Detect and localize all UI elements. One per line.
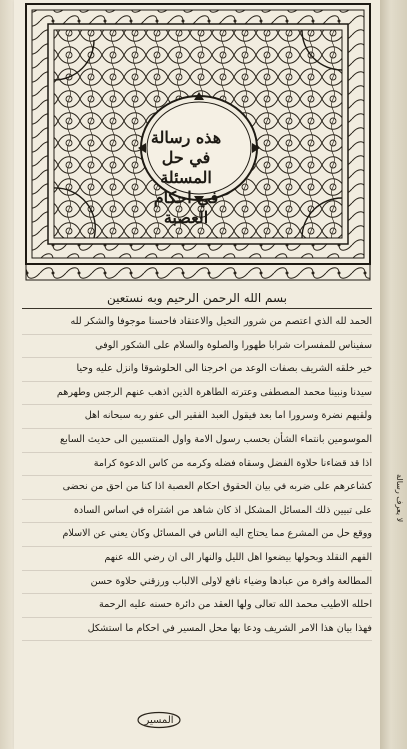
title-medallion xyxy=(138,128,234,228)
medallion-line: في حل المسئلة xyxy=(160,148,212,187)
text-line: خير خلقه الشريف بصفات الوعد من اخرجنا الى الحلوشوقا وانزل عليه وحيا xyxy=(22,358,372,382)
text-line: الموسومين بانتماء الشأن بحسب رسول الامة واول المنتسبين الى حديث السابع xyxy=(22,429,372,453)
text-line: الحمد لله الذي اعتصم من شرور التخيل والاعتقاد فاحسنا موجوفا والشكر لله xyxy=(22,311,372,335)
text-line: على تبيين ذلك المسائل المشكل اذ كان شاهد من اشتراه في اساس السادة xyxy=(22,500,372,524)
text-line: الفهم النقلد وبحولها بيضعوا اهل الليل والنهار الى ان رضي الله عنهم xyxy=(22,547,372,571)
bismillah-line: بسم الله الرحمن الرحيم وبه نستعين xyxy=(22,288,372,309)
text-line: احلله الاطيب محمد الله تعالى ولها العقد من دائرة حسنه عليه الرحمة xyxy=(22,594,372,618)
margin-note: لا يعرف رسالة xyxy=(395,474,404,523)
text-line: اذا قد قضاءنا حلاوة الفضل وسقاه فضله وكرمه من كاس الدعوة كرامة xyxy=(22,453,372,477)
binding-edge xyxy=(0,0,14,749)
text-line: سفيناس للمفسرات شرابا طهورا والصلوة والسلام على الشكور الوفي xyxy=(22,335,372,359)
text-line: سيدنا ونبينا محمد المصطفى وعترته الطاهرة الذين اذهب عنهم الرجس وطهرهم xyxy=(22,382,372,406)
text-line: ولقيهم نضرة وسرورا اما بعد فيقول العبد الفقير الى عفو ربه سبحانه اهل xyxy=(22,405,372,429)
main-text-block xyxy=(22,288,372,641)
medallion-line: هذه رسالة xyxy=(150,128,222,147)
page-stack-edge xyxy=(380,0,407,749)
text-line: المطالعة وافرة من عبادها وضياء نافع لاولى الالباب ورزقني حلاوة حسن xyxy=(22,571,372,595)
text-line: كشاعرهم على ضربه في بيان الحقوق احكام العصبة اذا كنا من احق من نحضى xyxy=(22,476,372,500)
catchword: المسير xyxy=(144,715,174,726)
medallion-line: في احكام العصبة xyxy=(153,188,219,227)
text-line: فهذا بيان هذا الامر الشريف ودعا بها محل المسير في احكام ما استشكل xyxy=(22,618,372,642)
text-line: ووقع حل من المشرع مما يحتاج اليه الناس في المسائل وكان يعني عن الاسلام xyxy=(22,523,372,547)
